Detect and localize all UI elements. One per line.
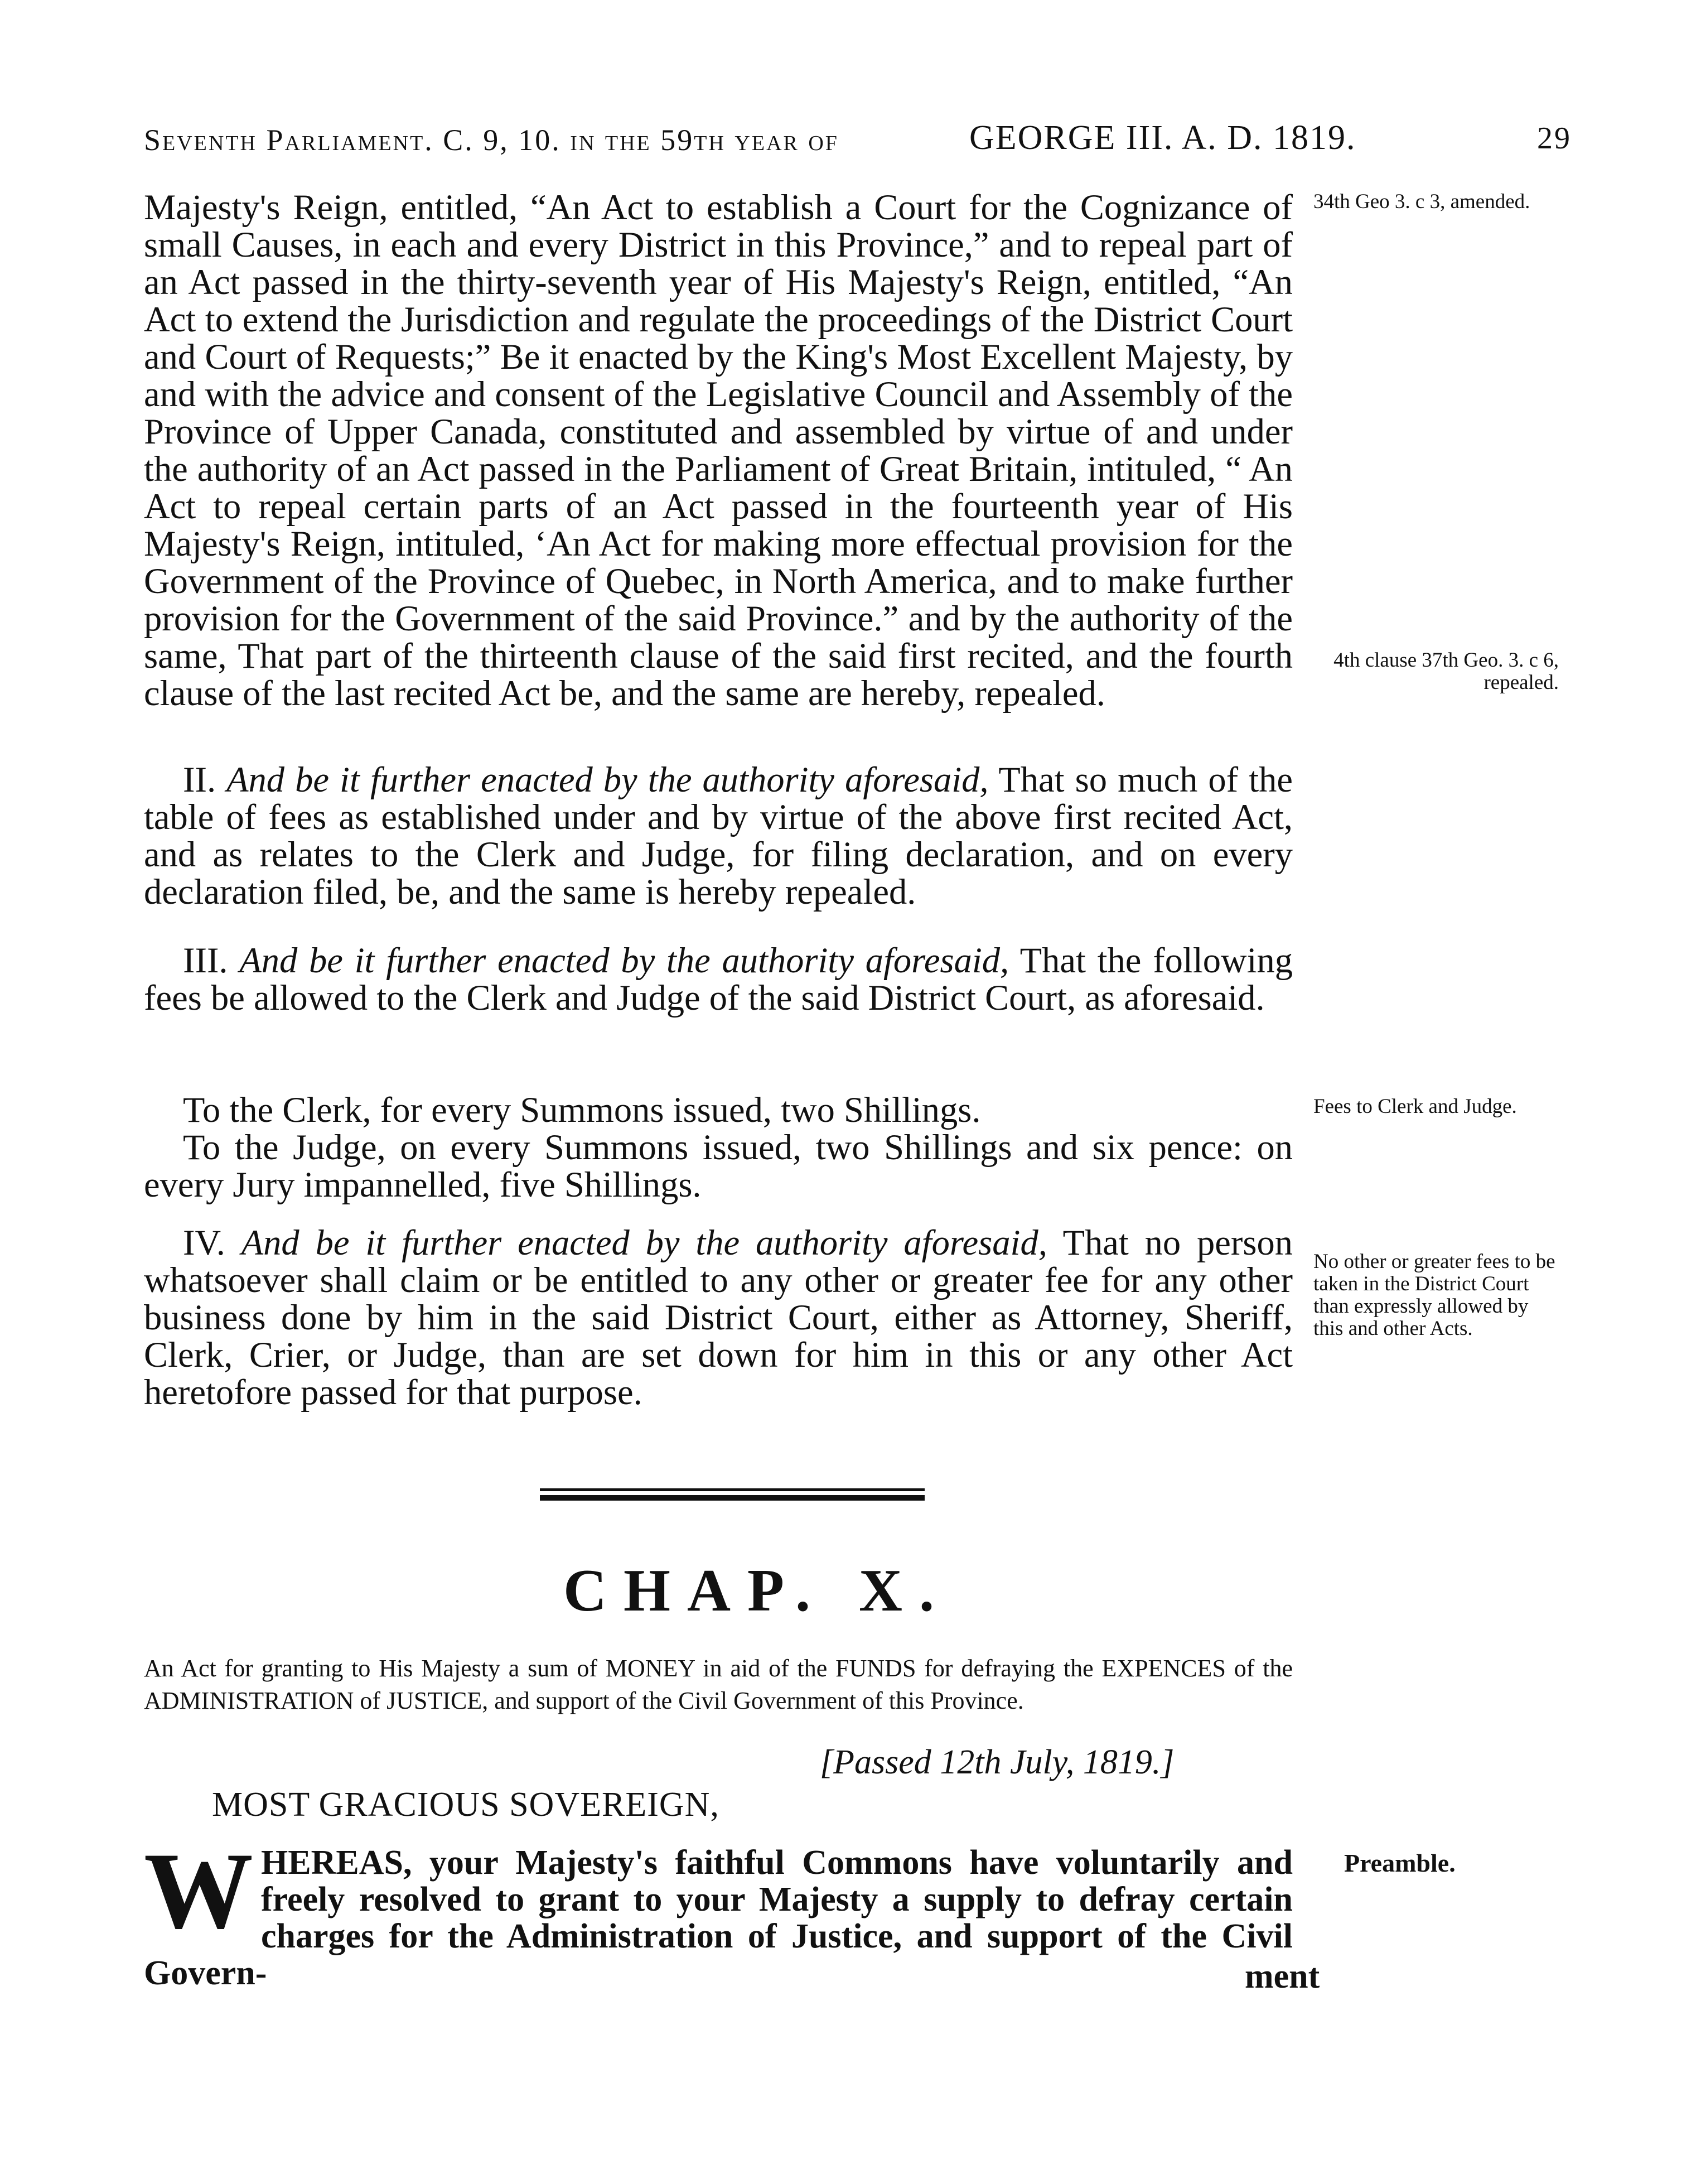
- section-3-number: III.: [183, 941, 228, 980]
- section-intro-text: Majesty's Reign, entitled, “An Act to establish a Court for the Cognizance of small Causes, in each and every District in this Province,” and to repeal part of an Act passed in the thirty-seventh year of His Majesty's Reign, entitled, “An Act to extend the Jurisdiction and regulate the proceedings of the District Court and Court of Requests;” Be it enacted by the King's Most Excellent Majesty, by and with the advice and consent of the Legislative Council and Assembly of the Province of Upper Canada, constituted and assembled by virtue of and under the authority of an Act passed in the Parliament of Great Britain, intituled, “ An Act to repeal certain parts of an Act passed in the fourteenth year of His Majesty's Reign, intituled, ‘An Act for making more effectual provision for the Government of the Province of Quebec, in North America, and to make further provision for the Government of the said Province.” and by the authority of the same, That part of the thirteenth clause of the said first recited, and the fourth clause of the last recited Act be, and the same are hereby, repealed.: [144, 187, 1293, 713]
- section-4-formula: And be it further enacted by the authority aforesaid,: [241, 1223, 1047, 1262]
- preamble: [144, 1830, 1293, 1992]
- catchword: ment: [1245, 1958, 1320, 1995]
- section-2-text: That so much of the table of fees as established under and by virtue of the above first recited Act, and as relates to the Clerk and Judge, for filing declaration, and on every declaration filed, be, and the same is hereby repealed.: [144, 760, 1293, 912]
- fee-judge: To the Judge, on every Summons issued, two Shillings and six pence: on every Jury impannelled, five Shillings.: [144, 1127, 1293, 1204]
- margin-note-fees: Fees to Clerk and Judge.: [1313, 1095, 1517, 1118]
- running-head-left: Seventh Parliament. C. 9, 10. in the 59th year of: [144, 123, 839, 157]
- section-4-number: IV.: [183, 1223, 225, 1262]
- section-4-text: That no person whatsoever shall claim or be entitled to any other or greater fee for any other business done by him in the said District Court, either as Attorney, Sheriff, Clerk, Crier, or Judge, than are set down for him in this or any other Act heretofore passed for that purpose.: [144, 1223, 1293, 1412]
- section-divider-rule: [540, 1488, 925, 1504]
- passed-date: [820, 1743, 1174, 1782]
- margin-note-no-other-fees: No other or greater fees to be taken in the District Court than expressly allowed by this and other Acts.: [1313, 1250, 1555, 1340]
- margin-note-repealed: 4th clause 37th Geo. 3. c 6, repealed.: [1333, 649, 1559, 694]
- margin-note-preamble: Preamble.: [1344, 1849, 1456, 1877]
- act-title: An Act for granting to His Majesty a sum of MONEY in aid of the FUNDS for defraying the EXPENCES of the ADMINISTRATION of JUSTICE, and support of the Civil Government of this Province.: [144, 1655, 1293, 1714]
- running-head-title: GEORGE III. A. D. 1819.: [969, 119, 1356, 157]
- salutation: MOST GRACIOUS SOVEREIGN,: [212, 1786, 719, 1824]
- section-3: [144, 942, 1293, 1016]
- section-3-formula: And be it further enacted by the authority aforesaid,: [239, 941, 1009, 980]
- section-2-formula: And be it further enacted by the authority aforesaid,: [226, 760, 989, 799]
- section-2-number: II.: [183, 760, 216, 799]
- section-intro: [144, 189, 1293, 712]
- preamble-text: HEREAS, your Majesty's faithful Commons have voluntarily and freely resolved to grant to your Majesty a supply to defray certain charges for the Administration of Justice, and support of the Civil Govern-: [144, 1844, 1293, 1992]
- running-head: [144, 119, 1572, 162]
- section-3-text: That the following fees be allowed to the Clerk and Judge of the said District Court, as aforesaid.: [144, 941, 1293, 1018]
- section-4: [144, 1224, 1293, 1411]
- section-2: [144, 761, 1293, 910]
- margin-note-amended: 34th Geo 3. c 3, amended.: [1313, 190, 1530, 213]
- fee-list: [144, 1091, 1293, 1203]
- fee-clerk: To the Clerk, for every Summons issued, two Shillings.: [183, 1090, 981, 1130]
- page-number: 29: [1537, 121, 1572, 156]
- drop-cap: W: [144, 1830, 253, 1951]
- passed-date-text: [Passed 12th July, 1819.]: [820, 1743, 1175, 1781]
- chapter-heading: CHAP. X.: [563, 1558, 951, 1624]
